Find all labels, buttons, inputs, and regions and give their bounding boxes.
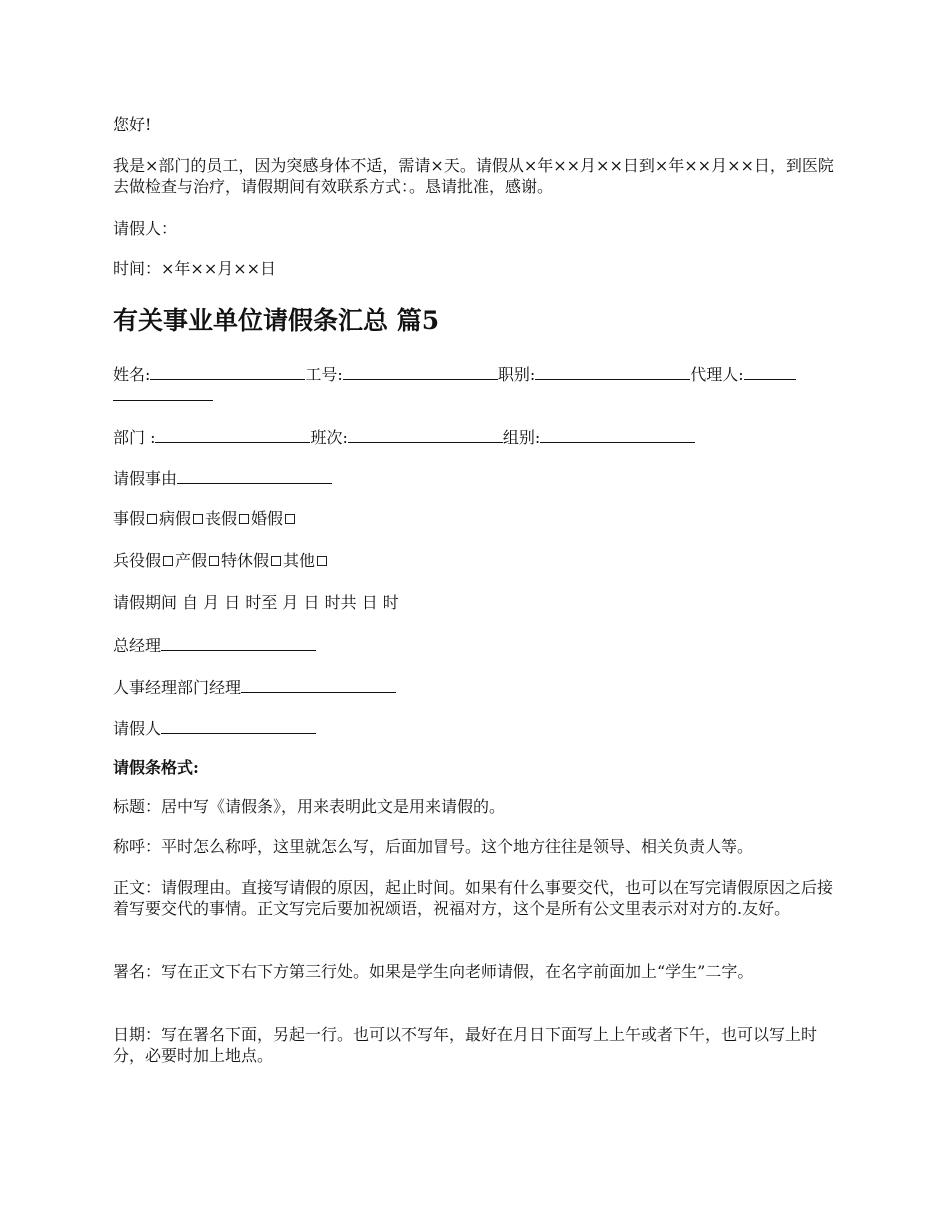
- format-item-signature: 署名：写在正文下右下方第三行处。如果是学生向老师请假，在名字前面加上“学生”二字。: [113, 962, 754, 981]
- format-item-salutation: 称呼：平时怎么称呼，这里就怎么写，后面加冒号。这个地方往往是领导、相关负责人等。: [113, 837, 754, 856]
- letter-applicant: 请假人：: [113, 219, 178, 238]
- reason-label: 请假事由: [113, 469, 178, 488]
- checkbox-icon[interactable]: [317, 556, 327, 566]
- letter-greeting: 您好!: [113, 115, 152, 134]
- leave-type-military: 兵役假: [113, 551, 162, 570]
- position-blank: [535, 362, 690, 380]
- reason-blank: [177, 466, 332, 484]
- leave-type-special: 特休假: [221, 551, 270, 570]
- name-label: 姓名:: [113, 365, 151, 384]
- hr-manager-blank: [241, 675, 396, 693]
- agent-label: 代理人:: [690, 365, 744, 384]
- leave-type-maternity: 产假: [175, 551, 208, 570]
- form-row-identity: [113, 362, 843, 385]
- employee-no-blank: [343, 362, 498, 380]
- form-row-identity-cont: [113, 383, 843, 406]
- employee-no-label: 工号:: [305, 365, 343, 384]
- checkbox-icon[interactable]: [239, 514, 249, 524]
- section-title: 有关事业单位请假条汇总 篇5: [113, 306, 440, 335]
- checkbox-icon[interactable]: [193, 514, 203, 524]
- format-item-date: 日期：写在署名下面，另起一行。也可以不写年，最好在月日下面写上上午或者下午，也可以写上时分，必要时加上地点。: [113, 1025, 818, 1065]
- shift-blank: [348, 425, 503, 443]
- format-item-title: 标题：居中写《请假条》，用来表明此文是用来请假的。: [113, 797, 506, 816]
- form-row-applicant: [113, 716, 843, 739]
- checkbox-icon[interactable]: [147, 514, 157, 524]
- general-manager-label: 总经理: [113, 636, 162, 655]
- leave-type-marriage: 婚假: [251, 509, 284, 528]
- department-label: 部门 :: [113, 428, 156, 447]
- letter-body: 我是×部门的员工，因为突感身体不适，需请×天。请假从×年××月××日到×年××月××日，到医院去做检查与治疗，请假期间有效联系方式：。恳请批准，感谢。: [113, 156, 834, 196]
- format-heading: 请假条格式:: [113, 758, 199, 777]
- department-blank: [155, 425, 310, 443]
- leave-type-other: 其他: [283, 551, 316, 570]
- leave-type-sick: 病假: [159, 509, 192, 528]
- leave-types-row-1: [113, 508, 843, 529]
- position-label: 职别:: [497, 365, 536, 384]
- checkbox-icon[interactable]: [209, 556, 219, 566]
- form-row-hr-manager: [113, 675, 843, 698]
- checkbox-icon[interactable]: [285, 514, 295, 524]
- leave-type-personal: 事假: [113, 509, 146, 528]
- letter-time: 时间：×年××月××日: [113, 259, 277, 278]
- name-blank: [150, 362, 305, 380]
- form-row-department: [113, 425, 843, 448]
- leave-types-row-2: [113, 550, 843, 571]
- applicant-label: 请假人: [113, 719, 162, 738]
- leave-period: 请假期间 自 月 日 时至 月 日 时共 日 时: [113, 593, 399, 612]
- group-blank: [540, 425, 695, 443]
- format-item-body: 正文：请假理由。直接写请假的原因，起止时间。如果有什么事要交代，也可以在写完请假原因之后接着写要交代的事情。正文写完后要加祝颂语，祝福对方，这个是所有公文里表示对对方的.友好。: [113, 878, 834, 918]
- form-row-general-manager: [113, 633, 843, 656]
- checkbox-icon[interactable]: [271, 556, 281, 566]
- group-label: 组别:: [502, 428, 541, 447]
- agent-blank-cont: [113, 383, 213, 401]
- hr-manager-label: 人事经理部门经理: [113, 678, 242, 697]
- shift-label: 班次:: [310, 428, 348, 447]
- applicant-blank: [161, 716, 316, 734]
- checkbox-icon[interactable]: [163, 556, 173, 566]
- form-row-reason: [113, 466, 843, 489]
- general-manager-blank: [161, 633, 316, 651]
- leave-type-bereavement: 丧假: [205, 509, 238, 528]
- agent-blank: [744, 362, 796, 380]
